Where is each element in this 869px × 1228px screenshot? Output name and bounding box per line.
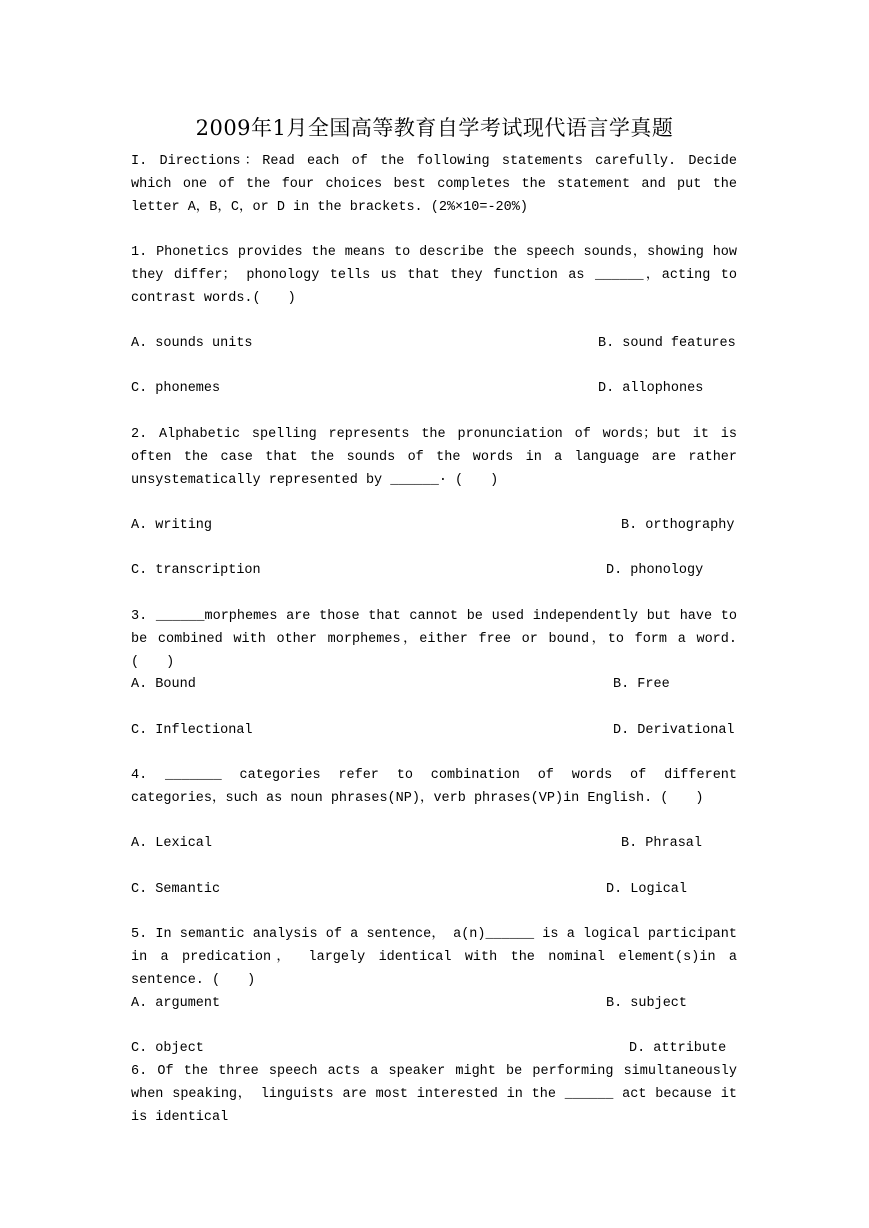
question-1-option-c: C. phonemes (131, 381, 221, 396)
question-5-option-d: D. attribute (629, 1041, 727, 1056)
question-2-option-a: A. writing (131, 518, 213, 533)
question-2-text: 2. Alphabetic spelling represents the pronunciation of words；but it is often the case that the sounds of the words in a language are rather unsystematically represented by ______· ( ) (131, 427, 737, 488)
question-2-option-c: C. transcription (131, 563, 261, 578)
page-title: 2009年1月全国高等教育自学考试现代语言学真题 (195, 116, 674, 140)
question-1-option-a: A. sounds units (131, 336, 253, 351)
question-3-option-a: A. Bound (131, 677, 196, 692)
question-5-text: 5. In semantic analysis of a sentence， a(n)______ is a logical participant in a predication， largely identical with the nominal element(s)in a sentence. ( ) (131, 927, 737, 988)
question-3-option-b: B. Free (613, 677, 670, 692)
question-2-option-b: B. orthography (621, 518, 735, 533)
question-3-option-c: C. Inflectional (131, 723, 253, 738)
question-6-text: 6. Of the three speech acts a speaker might be performing simultaneously when speaking， linguists are most interested in the ______ act because it is identical (131, 1064, 737, 1125)
question-4-option-d: D. Logical (606, 882, 688, 897)
question-1-text: 1. Phonetics provides the means to describe the speech sounds，showing how they differ； phonology tells us that they function as ______，acting to contrast words.( ) (131, 245, 737, 306)
question-2-option-d: D. phonology (606, 563, 704, 578)
question-5-option-a: A. argument (131, 996, 221, 1011)
question-4-option-b: B. Phrasal (621, 836, 703, 851)
question-3-text: 3. ______morphemes are those that cannot be used independently but have to be combined with other morphemes，either free or bound，to form a word. ( ) (131, 609, 737, 670)
question-1-option-b: B. sound features (598, 336, 736, 351)
question-5-option-b: B. subject (606, 996, 688, 1011)
directions-text: I. Directions：Read each of the following statements carefully. Decide which one of the four choices best completes the statement and put the letter A，B，C，or D in the brackets. (2%×10=-20%) (131, 154, 737, 215)
question-1-option-d: D. allophones (598, 381, 704, 396)
question-4-option-a: A. Lexical (131, 836, 213, 851)
question-3-option-d: D. Derivational (613, 723, 735, 738)
question-4-text: 4. _______ categories refer to combination of words of different categories，such as noun phrases(NP)，verb phrases(VP)in English. ( ) (131, 768, 737, 806)
question-5-option-c: C. object (131, 1041, 204, 1056)
question-4-option-c: C. Semantic (131, 882, 221, 897)
